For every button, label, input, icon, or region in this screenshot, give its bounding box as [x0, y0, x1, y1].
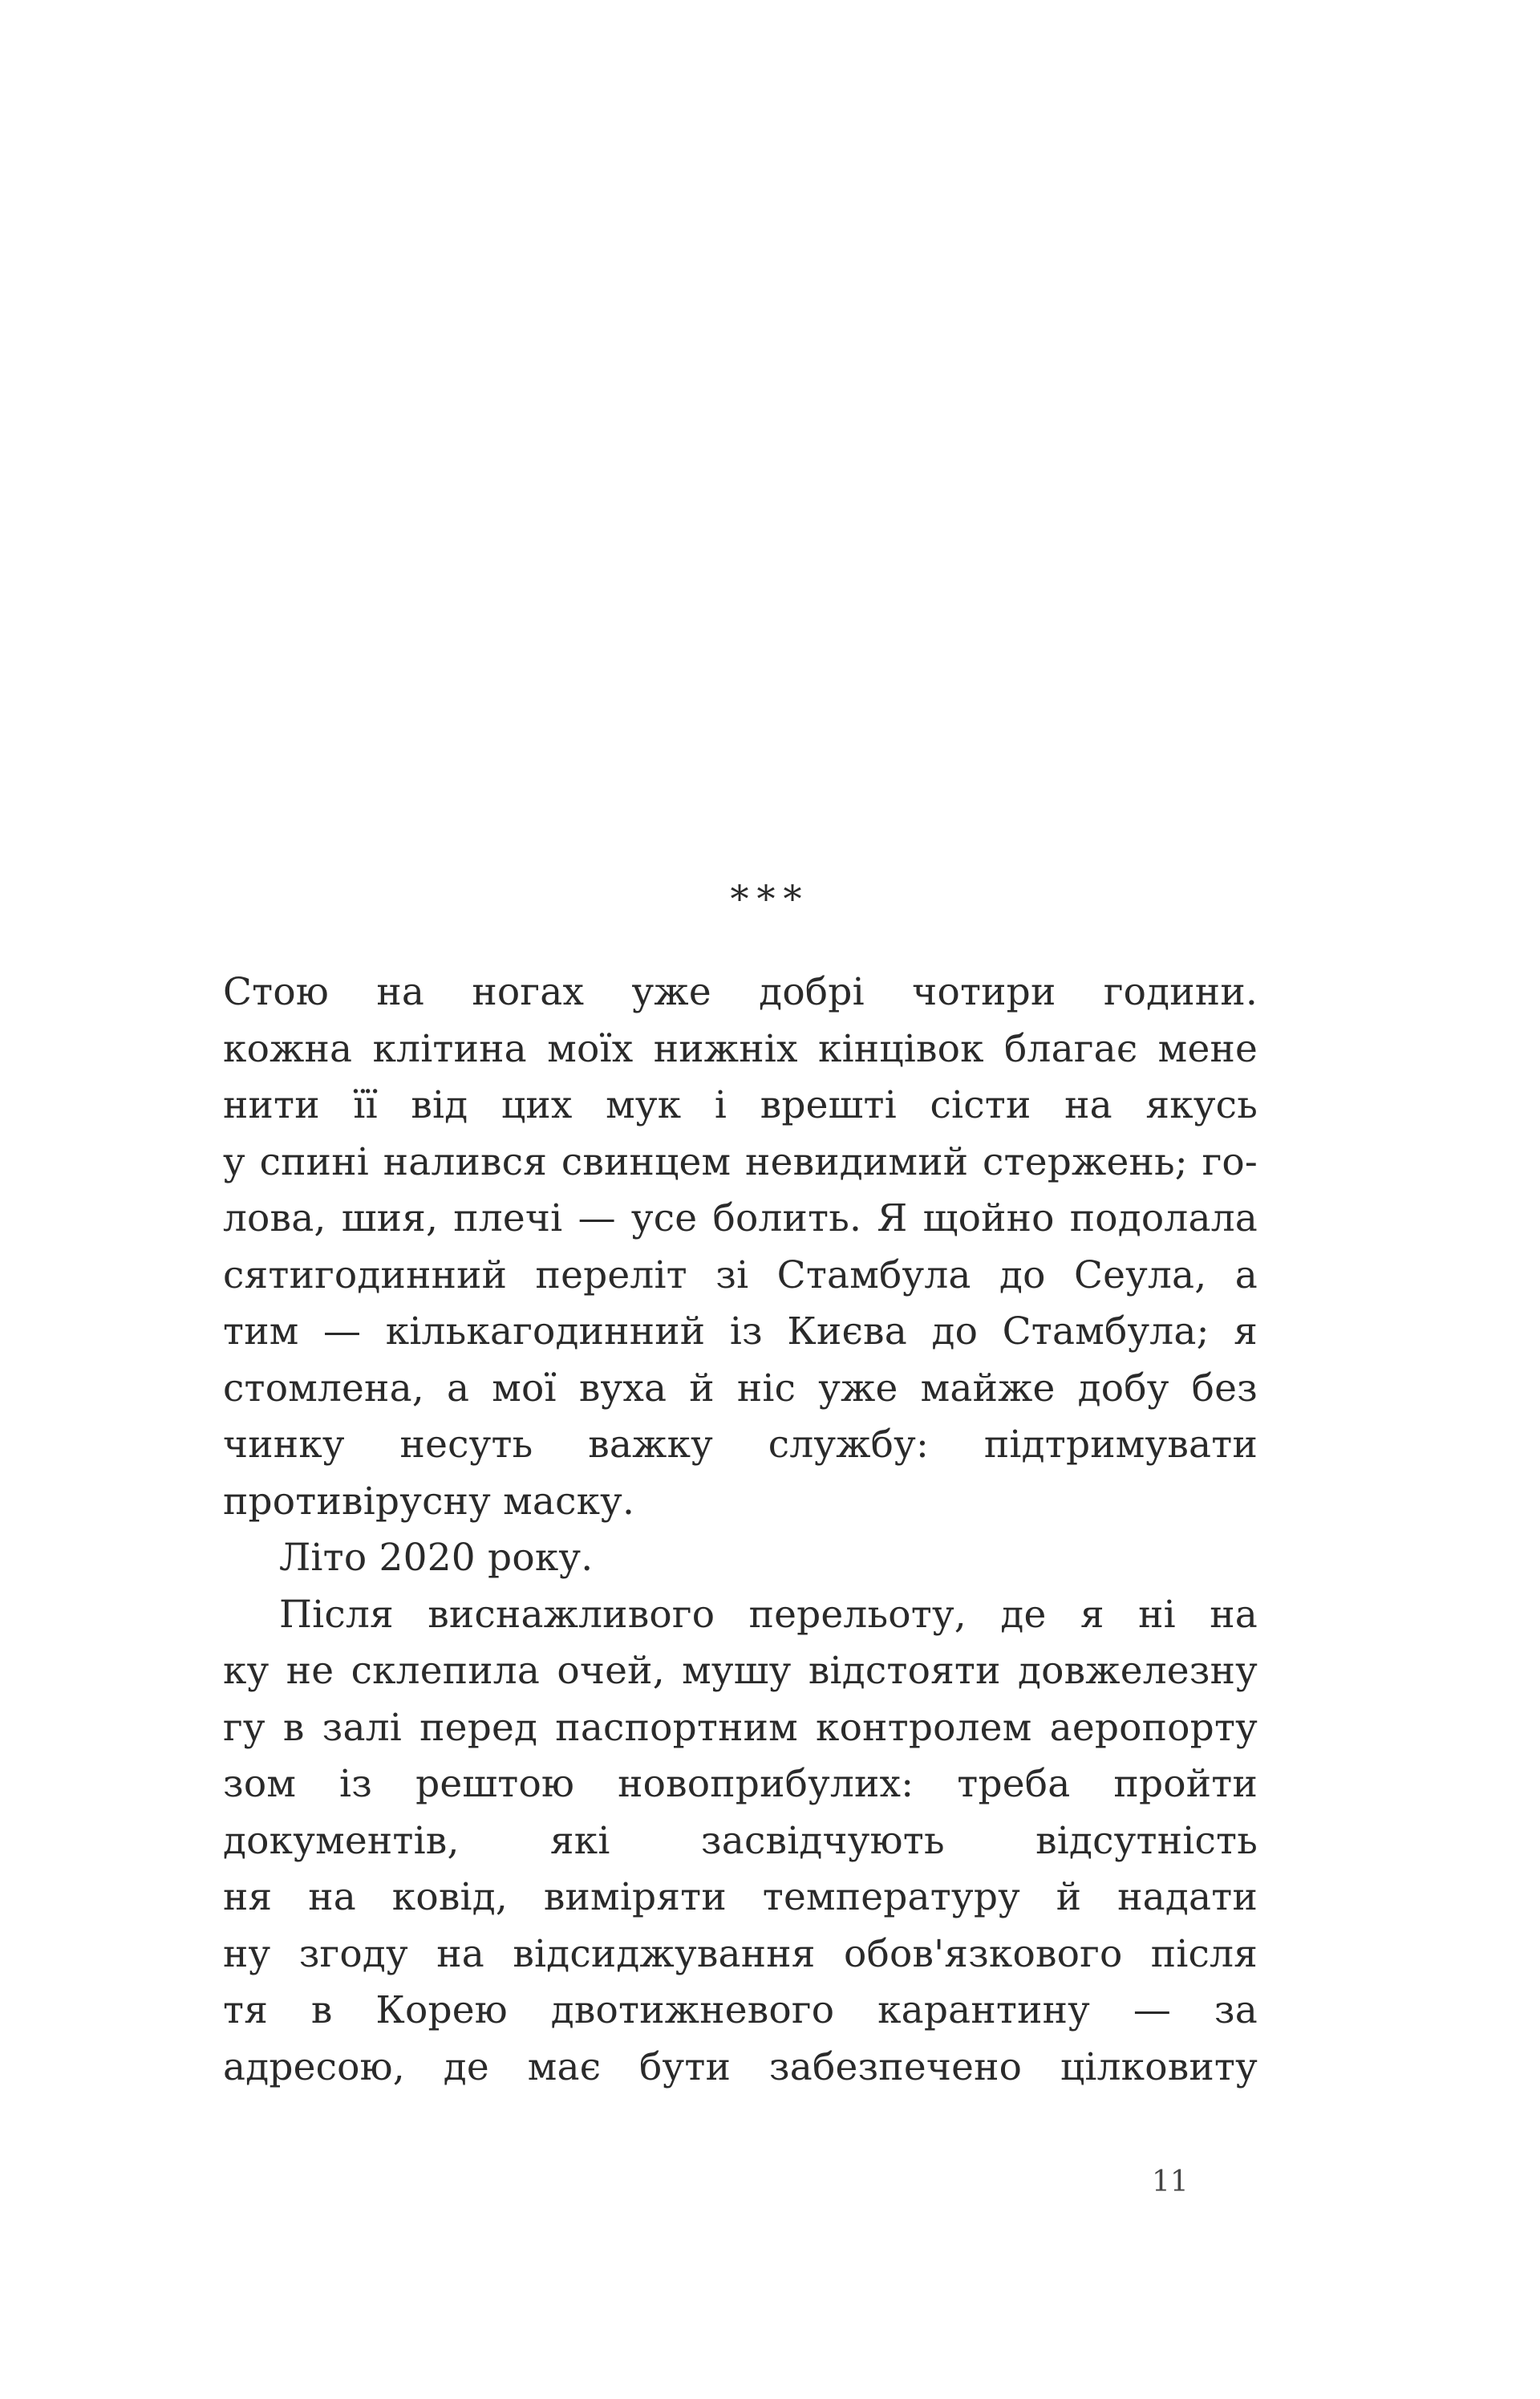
- page-number: 11: [1152, 2166, 1189, 2198]
- text-line: документів, які засвідчують відсутність: [223, 1818, 1258, 1863]
- text-line: лова, шия, плечі — усе болить. Я щойно подолала: [223, 1196, 1258, 1240]
- body-text: [223, 964, 1258, 2096]
- text-line: Літо 2020 року.: [279, 1536, 594, 1580]
- text-line: противірусну маску.: [223, 1479, 635, 1524]
- text-line: ну згоду на відсиджування обов'язкового після: [223, 1931, 1258, 1976]
- text-line: ня на ковід, виміряти температуру й надати: [223, 1875, 1258, 1919]
- text-line: у спині налився свинцем невидимий стержень; го-: [223, 1139, 1258, 1184]
- text-line: тим — кількагодинний із Києва до Стамбула; я: [223, 1309, 1258, 1354]
- text-line: нити її від цих мук і врешті сісти на якусь: [223, 1083, 1258, 1127]
- text-line: адресою, де має бути забезпечено цілковиту: [223, 2044, 1258, 2089]
- text-line: тя в Корею двотижневого карантину — за: [223, 1988, 1258, 2032]
- text-line: стомлена, а мої вуха й ніс уже майже добу без: [223, 1366, 1258, 1411]
- text-line: сятигодинний переліт зі Стамбула до Сеула, а: [223, 1252, 1258, 1297]
- text-line: кожна клітина моїх нижніх кінцівок благає мене: [223, 1026, 1258, 1071]
- text-line: ку не склепила очей, мушу відстояти довжелезну: [223, 1649, 1258, 1693]
- text-line: Стою на ногах уже добрі чотири години.: [223, 970, 1258, 1014]
- text-line: гу в залі перед паспортним контролем аеропорту: [223, 1705, 1258, 1750]
- text-line: чинку несуть важку службу: підтримувати: [223, 1423, 1258, 1467]
- text-line: Після виснажливого перельоту, де я ні на: [279, 1592, 1258, 1637]
- text-line: зом із рештою новоприбулих: треба пройти: [223, 1762, 1258, 1806]
- section-separator: ***: [730, 877, 810, 920]
